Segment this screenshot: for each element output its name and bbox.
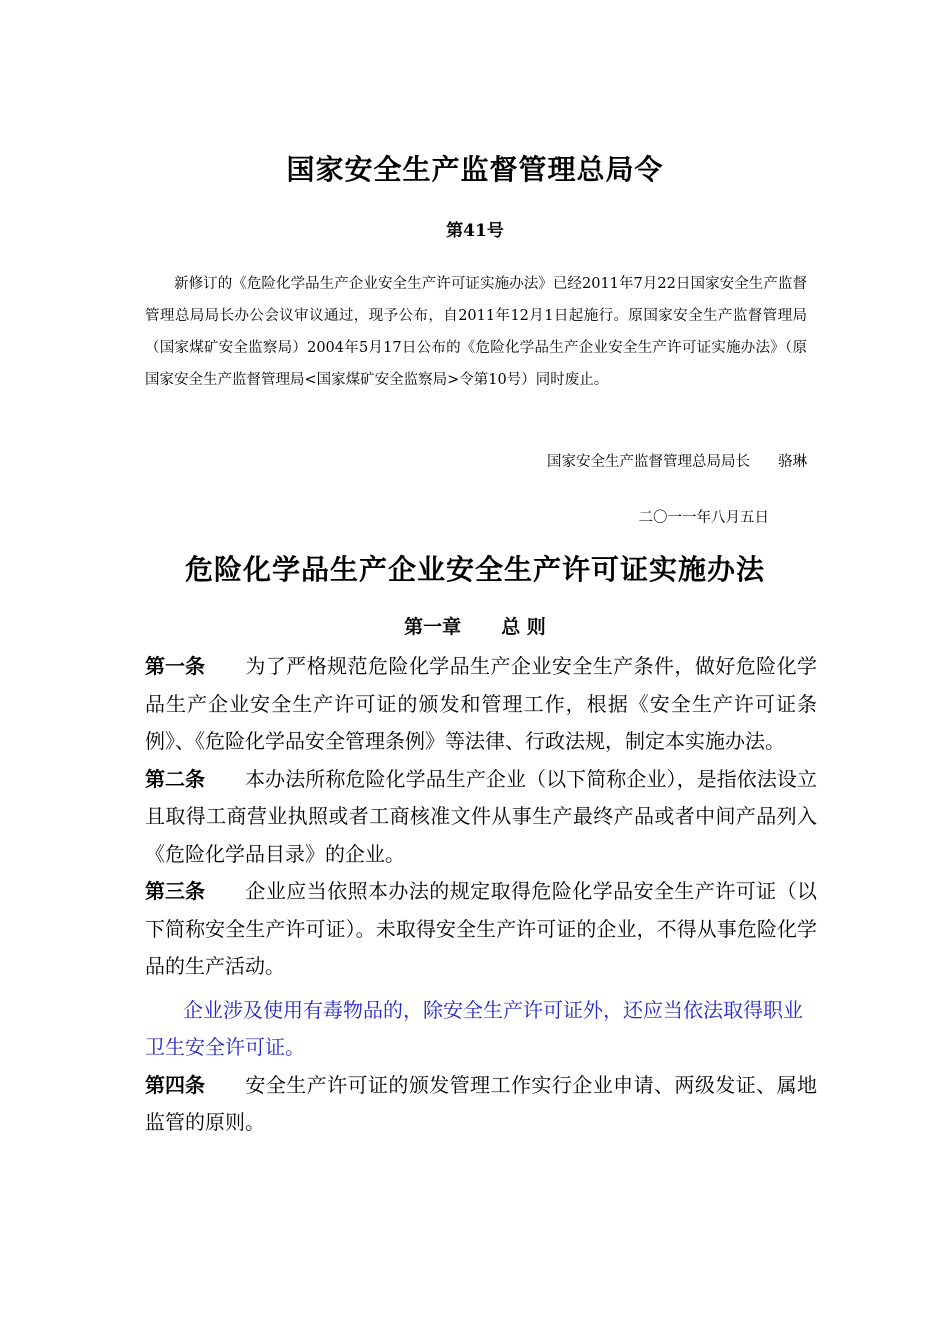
article-text: 安全生产许可证的颁发管理工作实行企业申请、两级发证、属地监管的原则。 bbox=[145, 1072, 817, 1134]
articles-list bbox=[145, 648, 817, 1142]
article-text: 企业应当依照本办法的规定取得危险化学品安全生产许可证（以下简称安全生产许可证）。未取得安全生产许可证的企业，不得从事危险化学品的生产活动。 bbox=[145, 879, 817, 978]
decree-number: 第41号 bbox=[446, 221, 504, 241]
article-label: 第二条 bbox=[145, 766, 205, 791]
decree-body: 新修订的《危险化学品生产企业安全生产许可证实施办法》已经2011年7月22日国家安全生产监督管理总局局长办公会议审议通过，现予公布，自2011年12月1日起施行。原国家安全生产监督管理局（国家煤矿安全监察局）2004年5月17日公布的《危险化学品生产企业安全生产许可证实施办法》（原国家安全生产监督管理局<国家煤矿安全监察局>令第10号）同时废止。 bbox=[145, 276, 807, 388]
signature-line bbox=[145, 450, 807, 471]
article-text: 为了严格规范危险化学品生产企业安全生产条件，做好危险化学品生产企业安全生产许可证的颁发和管理工作，根据《安全生产许可证条例》、《危险化学品安全管理条例》等法律、行政法规，制定本实施办法。 bbox=[145, 654, 817, 753]
measures-title: 危险化学品生产企业安全生产许可证实施办法 bbox=[184, 553, 765, 586]
article-label: 第四条 bbox=[145, 1072, 205, 1097]
signer-title: 国家安全生产监督管理总局局长 bbox=[547, 454, 750, 470]
chapter-name: 总 则 bbox=[501, 616, 546, 638]
article-text: 本办法所称危险化学品生产企业（以下简称企业），是指依法设立且取得工商营业执照或者工商核准文件从事生产最终产品或者中间产品列入《危险化学品目录》的企业。 bbox=[145, 766, 817, 866]
article-label: 第一条 bbox=[145, 654, 205, 678]
decree-title: 国家安全生产监督管理总局令 bbox=[286, 153, 664, 186]
article-3 bbox=[145, 873, 817, 986]
article-1 bbox=[145, 648, 817, 761]
article-4 bbox=[145, 1067, 817, 1142]
signer-name: 骆琳 bbox=[778, 454, 807, 470]
article-label: 第三条 bbox=[145, 879, 205, 903]
article-2 bbox=[145, 761, 817, 874]
chapter-heading bbox=[0, 612, 950, 639]
chapter-number: 第一章 bbox=[404, 616, 462, 638]
article-3-note: 企业涉及使用有毒物品的，除安全生产许可证外，还应当依法取得职业卫生安全许可证。 bbox=[145, 997, 803, 1059]
decree-date: 二〇一一年八月五日 bbox=[638, 510, 769, 526]
